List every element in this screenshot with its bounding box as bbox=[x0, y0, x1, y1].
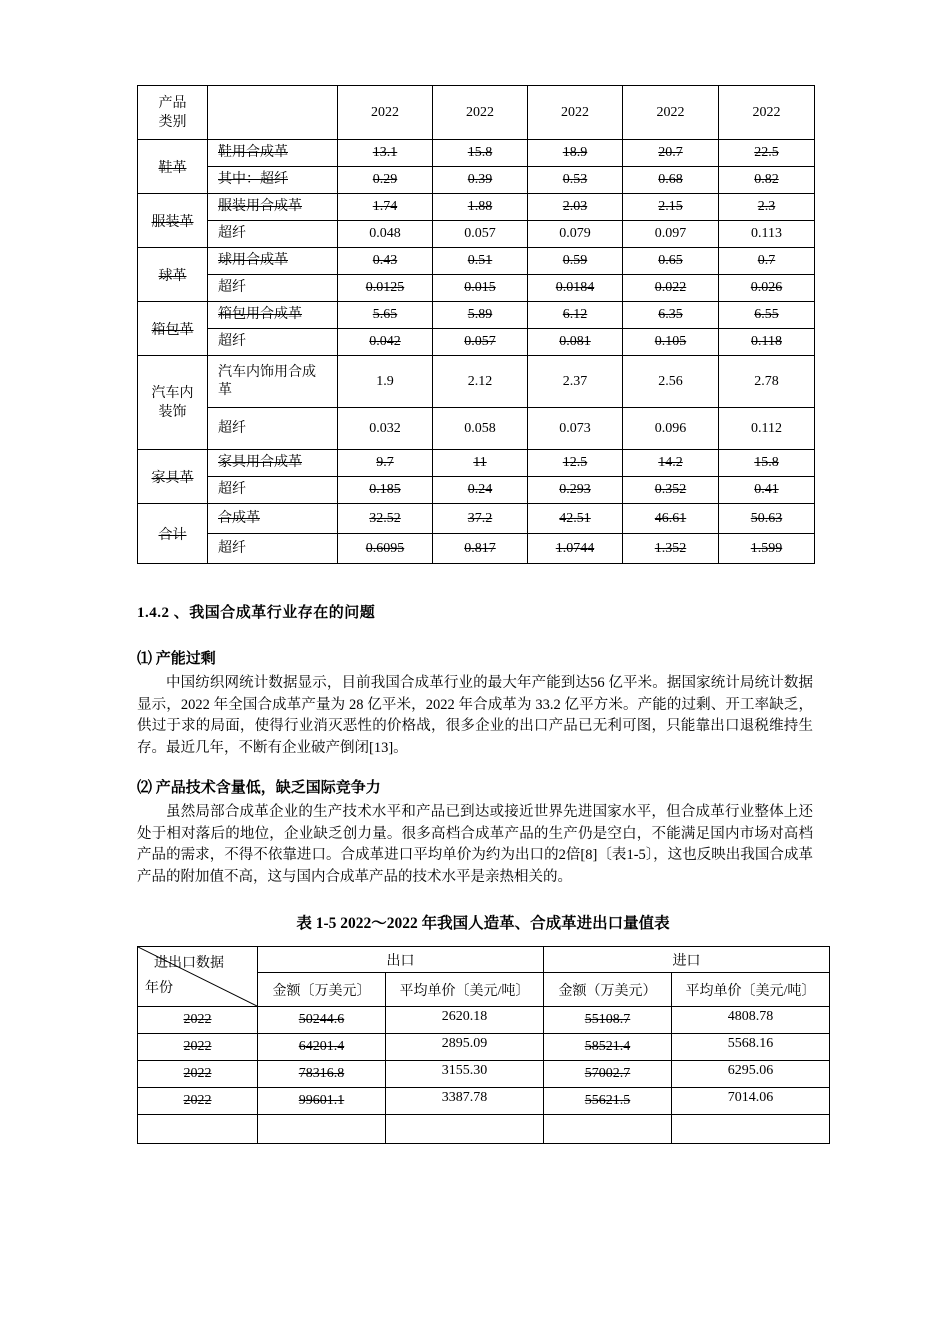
empty-table-row bbox=[138, 1115, 830, 1144]
category-cell: 服装革 bbox=[138, 194, 208, 248]
export-price-cell: 2620.18 bbox=[386, 1007, 544, 1034]
import-price-cell: 4808.78 bbox=[672, 1007, 830, 1034]
subsection-heading-overcapacity: ⑴ 产能过剩 bbox=[137, 651, 216, 667]
table-row bbox=[138, 356, 815, 408]
category-cell: 箱包革 bbox=[138, 302, 208, 356]
table-row bbox=[138, 450, 815, 477]
import-amount-cell: 55108.7 bbox=[544, 1007, 672, 1034]
value-cell: 0.53 bbox=[528, 167, 623, 194]
import-price-cell: 5568.16 bbox=[672, 1034, 830, 1061]
table-row bbox=[138, 1061, 830, 1088]
product-label-cell: 合成革 bbox=[208, 504, 338, 534]
product-label-cell: 超纤 bbox=[208, 275, 338, 302]
import-amount-cell: 55621.5 bbox=[544, 1088, 672, 1115]
diagonal-header-bottom-label: 年份 bbox=[145, 981, 173, 996]
value-cell: 0.293 bbox=[528, 477, 623, 504]
table-caption: 表 1-5 2022～2022 年我国人造革、合成革进出口量值表 bbox=[296, 915, 670, 932]
value-cell: 6.12 bbox=[528, 302, 623, 329]
category-cell: 家具革 bbox=[138, 450, 208, 504]
value-cell: 0.096 bbox=[623, 408, 719, 450]
page-content bbox=[137, 85, 829, 1144]
header-empty-cell bbox=[208, 86, 338, 140]
table-row bbox=[138, 534, 815, 564]
year-header: 2022 bbox=[528, 86, 623, 140]
value-cell: 0.118 bbox=[719, 329, 815, 356]
value-cell: 0.113 bbox=[719, 221, 815, 248]
value-cell: 2.56 bbox=[623, 356, 719, 408]
export-amount-header: 金额〔万美元〕 bbox=[258, 973, 386, 1007]
year-header: 2022 bbox=[623, 86, 719, 140]
empty-cell bbox=[672, 1115, 830, 1144]
table-row bbox=[138, 1088, 830, 1115]
export-amount-cell: 99601.1 bbox=[258, 1088, 386, 1115]
value-cell: 0.352 bbox=[623, 477, 719, 504]
export-header: 出口 bbox=[258, 947, 544, 973]
value-cell: 15.8 bbox=[433, 140, 528, 167]
table-row bbox=[138, 248, 815, 275]
value-cell: 0.022 bbox=[623, 275, 719, 302]
export-price-cell: 3155.30 bbox=[386, 1061, 544, 1088]
paragraph-low-tech: 虽然局部合成革企业的生产技术水平和产品已到达或接近世界先进国家水平，但合成革行业整体上还处于相对落后的地位，企业缺乏创力量。很多高档合成革产品的生产仍是空白，不能满足国内市场对高档产品的需求，不得不依靠进口。合成革进口平均单价为约为出口的2倍[8]〔表1-5〕，这也反映出我国合成革产品的附加值不高，这与国内合成革产品的技术水平是亲热相关的。 bbox=[137, 804, 813, 885]
value-cell: 1.0744 bbox=[528, 534, 623, 564]
value-cell: 42.51 bbox=[528, 504, 623, 534]
value-cell: 0.112 bbox=[719, 408, 815, 450]
products-table bbox=[137, 85, 815, 564]
value-cell: 11 bbox=[433, 450, 528, 477]
import-amount-header: 金额（万美元） bbox=[544, 973, 672, 1007]
value-cell: 37.2 bbox=[433, 504, 528, 534]
value-cell: 0.015 bbox=[433, 275, 528, 302]
product-label-cell: 其中：超纤 bbox=[208, 167, 338, 194]
value-cell: 32.52 bbox=[338, 504, 433, 534]
category-cell bbox=[138, 356, 208, 450]
value-cell: 2.3 bbox=[719, 194, 815, 221]
value-cell: 14.2 bbox=[623, 450, 719, 477]
product-label-cell: 超纤 bbox=[208, 329, 338, 356]
table-header-row bbox=[138, 947, 830, 973]
export-amount-cell: 78316.8 bbox=[258, 1061, 386, 1088]
import-header: 进口 bbox=[544, 947, 830, 973]
value-cell: 5.89 bbox=[433, 302, 528, 329]
value-cell: 1.88 bbox=[433, 194, 528, 221]
value-cell: 0.097 bbox=[623, 221, 719, 248]
value-cell: 2.12 bbox=[433, 356, 528, 408]
product-label-cell: 箱包用合成革 bbox=[208, 302, 338, 329]
value-cell: 0.24 bbox=[433, 477, 528, 504]
value-cell: 1.74 bbox=[338, 194, 433, 221]
export-price-cell: 3387.78 bbox=[386, 1088, 544, 1115]
value-cell: 0.057 bbox=[433, 221, 528, 248]
category-label: 汽车内装饰 bbox=[151, 385, 194, 420]
value-cell: 46.61 bbox=[623, 504, 719, 534]
product-label-cell: 超纤 bbox=[208, 477, 338, 504]
product-label-cell: 球用合成革 bbox=[208, 248, 338, 275]
table-row bbox=[138, 140, 815, 167]
value-cell: 9.7 bbox=[338, 450, 433, 477]
year-header: 2022 bbox=[338, 86, 433, 140]
value-cell: 0.0184 bbox=[528, 275, 623, 302]
product-label-cell: 家具用合成革 bbox=[208, 450, 338, 477]
value-cell: 0.185 bbox=[338, 477, 433, 504]
value-cell: 13.1 bbox=[338, 140, 433, 167]
category-cell: 鞋革 bbox=[138, 140, 208, 194]
subsection-heading-low-tech: ⑵ 产品技术含量低，缺乏国际竞争力 bbox=[137, 780, 381, 796]
empty-cell bbox=[386, 1115, 544, 1144]
table-row bbox=[138, 477, 815, 504]
year-cell: 2022 bbox=[138, 1088, 258, 1115]
value-cell: 6.35 bbox=[623, 302, 719, 329]
value-cell: 0.59 bbox=[528, 248, 623, 275]
value-cell: 1.599 bbox=[719, 534, 815, 564]
value-cell: 0.39 bbox=[433, 167, 528, 194]
value-cell: 2.78 bbox=[719, 356, 815, 408]
value-cell: 0.026 bbox=[719, 275, 815, 302]
table-row bbox=[138, 329, 815, 356]
table-row bbox=[138, 408, 815, 450]
value-cell: 12.5 bbox=[528, 450, 623, 477]
value-cell: 18.9 bbox=[528, 140, 623, 167]
import-price-header: 平均单价〔美元/吨〕 bbox=[672, 973, 830, 1007]
empty-cell bbox=[138, 1115, 258, 1144]
value-cell: 1.9 bbox=[338, 356, 433, 408]
year-cell: 2022 bbox=[138, 1034, 258, 1061]
product-label-cell: 超纤 bbox=[208, 534, 338, 564]
value-cell: 0.057 bbox=[433, 329, 528, 356]
value-cell: 0.68 bbox=[623, 167, 719, 194]
value-cell: 0.058 bbox=[433, 408, 528, 450]
value-cell: 5.65 bbox=[338, 302, 433, 329]
value-cell: 0.7 bbox=[719, 248, 815, 275]
value-cell: 2.15 bbox=[623, 194, 719, 221]
value-cell: 0.073 bbox=[528, 408, 623, 450]
value-cell: 0.82 bbox=[719, 167, 815, 194]
value-cell: 0.079 bbox=[528, 221, 623, 248]
value-cell: 2.03 bbox=[528, 194, 623, 221]
table-row bbox=[138, 194, 815, 221]
year-header: 2022 bbox=[719, 86, 815, 140]
value-cell: 0.105 bbox=[623, 329, 719, 356]
value-cell: 20.7 bbox=[623, 140, 719, 167]
value-cell: 15.8 bbox=[719, 450, 815, 477]
value-cell: 0.51 bbox=[433, 248, 528, 275]
product-label-cell: 鞋用合成革 bbox=[208, 140, 338, 167]
empty-cell bbox=[258, 1115, 386, 1144]
export-amount-cell: 50244.6 bbox=[258, 1007, 386, 1034]
export-price-cell: 2895.09 bbox=[386, 1034, 544, 1061]
section-heading: 1.4.2 、我国合成革行业存在的问题 bbox=[137, 605, 376, 621]
table-header-row bbox=[138, 86, 815, 140]
import-export-table bbox=[137, 946, 830, 1144]
value-cell: 0.081 bbox=[528, 329, 623, 356]
import-price-cell: 7014.06 bbox=[672, 1088, 830, 1115]
header-product-category-label: 产品类别 bbox=[158, 95, 187, 130]
value-cell: 0.048 bbox=[338, 221, 433, 248]
category-cell: 合计 bbox=[138, 504, 208, 564]
export-amount-cell: 64201.4 bbox=[258, 1034, 386, 1061]
import-price-cell: 6295.06 bbox=[672, 1061, 830, 1088]
value-cell: 2.37 bbox=[528, 356, 623, 408]
table-row bbox=[138, 275, 815, 302]
value-cell: 0.032 bbox=[338, 408, 433, 450]
table-row bbox=[138, 1034, 830, 1061]
table-row bbox=[138, 302, 815, 329]
import-amount-cell: 58521.4 bbox=[544, 1034, 672, 1061]
table-row bbox=[138, 504, 815, 534]
value-cell: 0.042 bbox=[338, 329, 433, 356]
year-header: 2022 bbox=[433, 86, 528, 140]
value-cell: 0.0125 bbox=[338, 275, 433, 302]
empty-cell bbox=[544, 1115, 672, 1144]
product-label-cell: 超纤 bbox=[208, 221, 338, 248]
table-row bbox=[138, 221, 815, 248]
diagonal-header-top-label: 进出口数据 bbox=[154, 956, 224, 971]
value-cell: 6.55 bbox=[719, 302, 815, 329]
export-price-header: 平均单价〔美元/吨〕 bbox=[386, 973, 544, 1007]
table-row bbox=[138, 1007, 830, 1034]
category-cell: 球革 bbox=[138, 248, 208, 302]
value-cell: 0.43 bbox=[338, 248, 433, 275]
value-cell: 1.352 bbox=[623, 534, 719, 564]
import-amount-cell: 57002.7 bbox=[544, 1061, 672, 1088]
product-label-cell: 服装用合成革 bbox=[208, 194, 338, 221]
year-cell: 2022 bbox=[138, 1007, 258, 1034]
value-cell: 22.5 bbox=[719, 140, 815, 167]
product-label-cell: 汽车内饰用合成革 bbox=[208, 356, 338, 408]
value-cell: 50.63 bbox=[719, 504, 815, 534]
header-product-category bbox=[138, 86, 208, 140]
value-cell: 0.6095 bbox=[338, 534, 433, 564]
value-cell: 0.65 bbox=[623, 248, 719, 275]
paragraph-overcapacity: 中国纺织网统计数据显示，目前我国合成革行业的最大年产能到达56 亿平米。据国家统计局统计数据显示，2022 年全国合成革产量为 28 亿平米，2022 年合成革为 33.2 亿平方米。产能的过剩、开工率缺乏，供过于求的局面，使得行业消灭恶性的价格战，很多企业的出口产品已无利可图，只能靠出口退税维持生存。最近几年，不断有企业破产倒闭[13]。 bbox=[137, 675, 813, 756]
product-label-cell: 超纤 bbox=[208, 408, 338, 450]
diagonal-header-cell bbox=[138, 947, 258, 1007]
value-cell: 0.41 bbox=[719, 477, 815, 504]
value-cell: 0.29 bbox=[338, 167, 433, 194]
table-row bbox=[138, 167, 815, 194]
year-cell: 2022 bbox=[138, 1061, 258, 1088]
value-cell: 0.817 bbox=[433, 534, 528, 564]
